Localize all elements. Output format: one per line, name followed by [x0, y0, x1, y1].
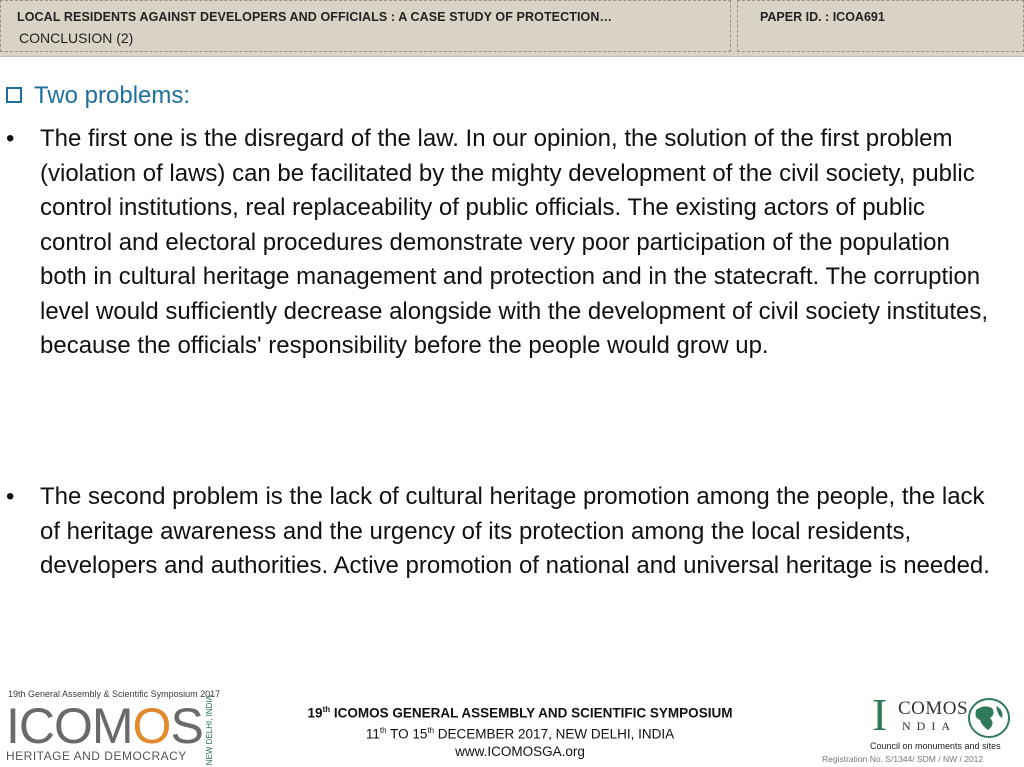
slide-header — [0, 0, 1024, 57]
logo-caption: 19th General Assembly & Scientific Symposium 2017 — [8, 689, 221, 699]
presentation-title: LOCAL RESIDENTS AGAINST DEVELOPERS AND OFFICIALS : A CASE STUDY OF PROTECTION… — [17, 10, 613, 24]
bullet-item — [6, 480, 996, 584]
slide-footer — [0, 686, 1024, 767]
icomos-india-logo — [820, 689, 1020, 764]
header-paper-box — [737, 0, 1024, 52]
bullet-text: The first one is the disregard of the law. In our opinion, the solution of the first problem (violation of laws) can be facilitated by the mighty development of the civil society, public control institutions, real replaceability of public officials. The existing actors of public control and electoral procedures demonstrate very poor participation of the population both in cultural heritage management and protection and in the statecraft. The corruption level would sufficiently decrease alongside with the development of civil society institutes, because the officials' responsibility before the people would grow up. — [40, 125, 989, 359]
bullet-dot-icon: • — [6, 483, 15, 510]
section-heading — [6, 82, 190, 110]
header-title-box — [0, 0, 731, 52]
event-dates: 11th TO 15th DECEMBER 2017, NEW DELHI, INDIA — [365, 725, 675, 741]
registration-number: Registration No. S/1344/ SDM / NW / 2012 — [822, 754, 984, 764]
logo-tagline: HERITAGE AND DEMOCRACY — [6, 749, 187, 763]
logo-vertical-text: NEW DELHI, INDIA — [205, 695, 214, 766]
bullet-text: The second problem is the lack of cultural heritage promotion among the people, the lack of heritage awareness and the urgency of its protection among the local residents, developers and authorities. Active promotion of national and universal heritage is needed. — [40, 483, 990, 579]
heading-text: Two problems: — [34, 82, 191, 109]
event-website: www.ICOMOSGA.org — [455, 744, 585, 759]
globe-icon — [966, 696, 1012, 740]
bullet-dot-icon: • — [6, 125, 15, 152]
footer-event-info — [250, 702, 790, 761]
logo-letter: I — [872, 689, 888, 740]
event-name: 19th ICOMOS GENERAL ASSEMBLY AND SCIENTIFIC SYMPOSIUM — [307, 705, 733, 721]
icomos-ga-logo — [6, 689, 220, 765]
paper-id: PAPER ID. : ICOA691 — [760, 10, 885, 24]
checkbox-bullet-icon — [6, 87, 22, 103]
logo-india: NDIA — [902, 719, 956, 733]
logo-council-text: Council on monuments and sites — [870, 741, 1001, 751]
bullet-item — [6, 122, 996, 364]
section-title: CONCLUSION (2) — [19, 30, 134, 46]
logo-comos: COMOS — [898, 698, 969, 719]
logo-wordmark: ICOMOS — [6, 698, 203, 754]
